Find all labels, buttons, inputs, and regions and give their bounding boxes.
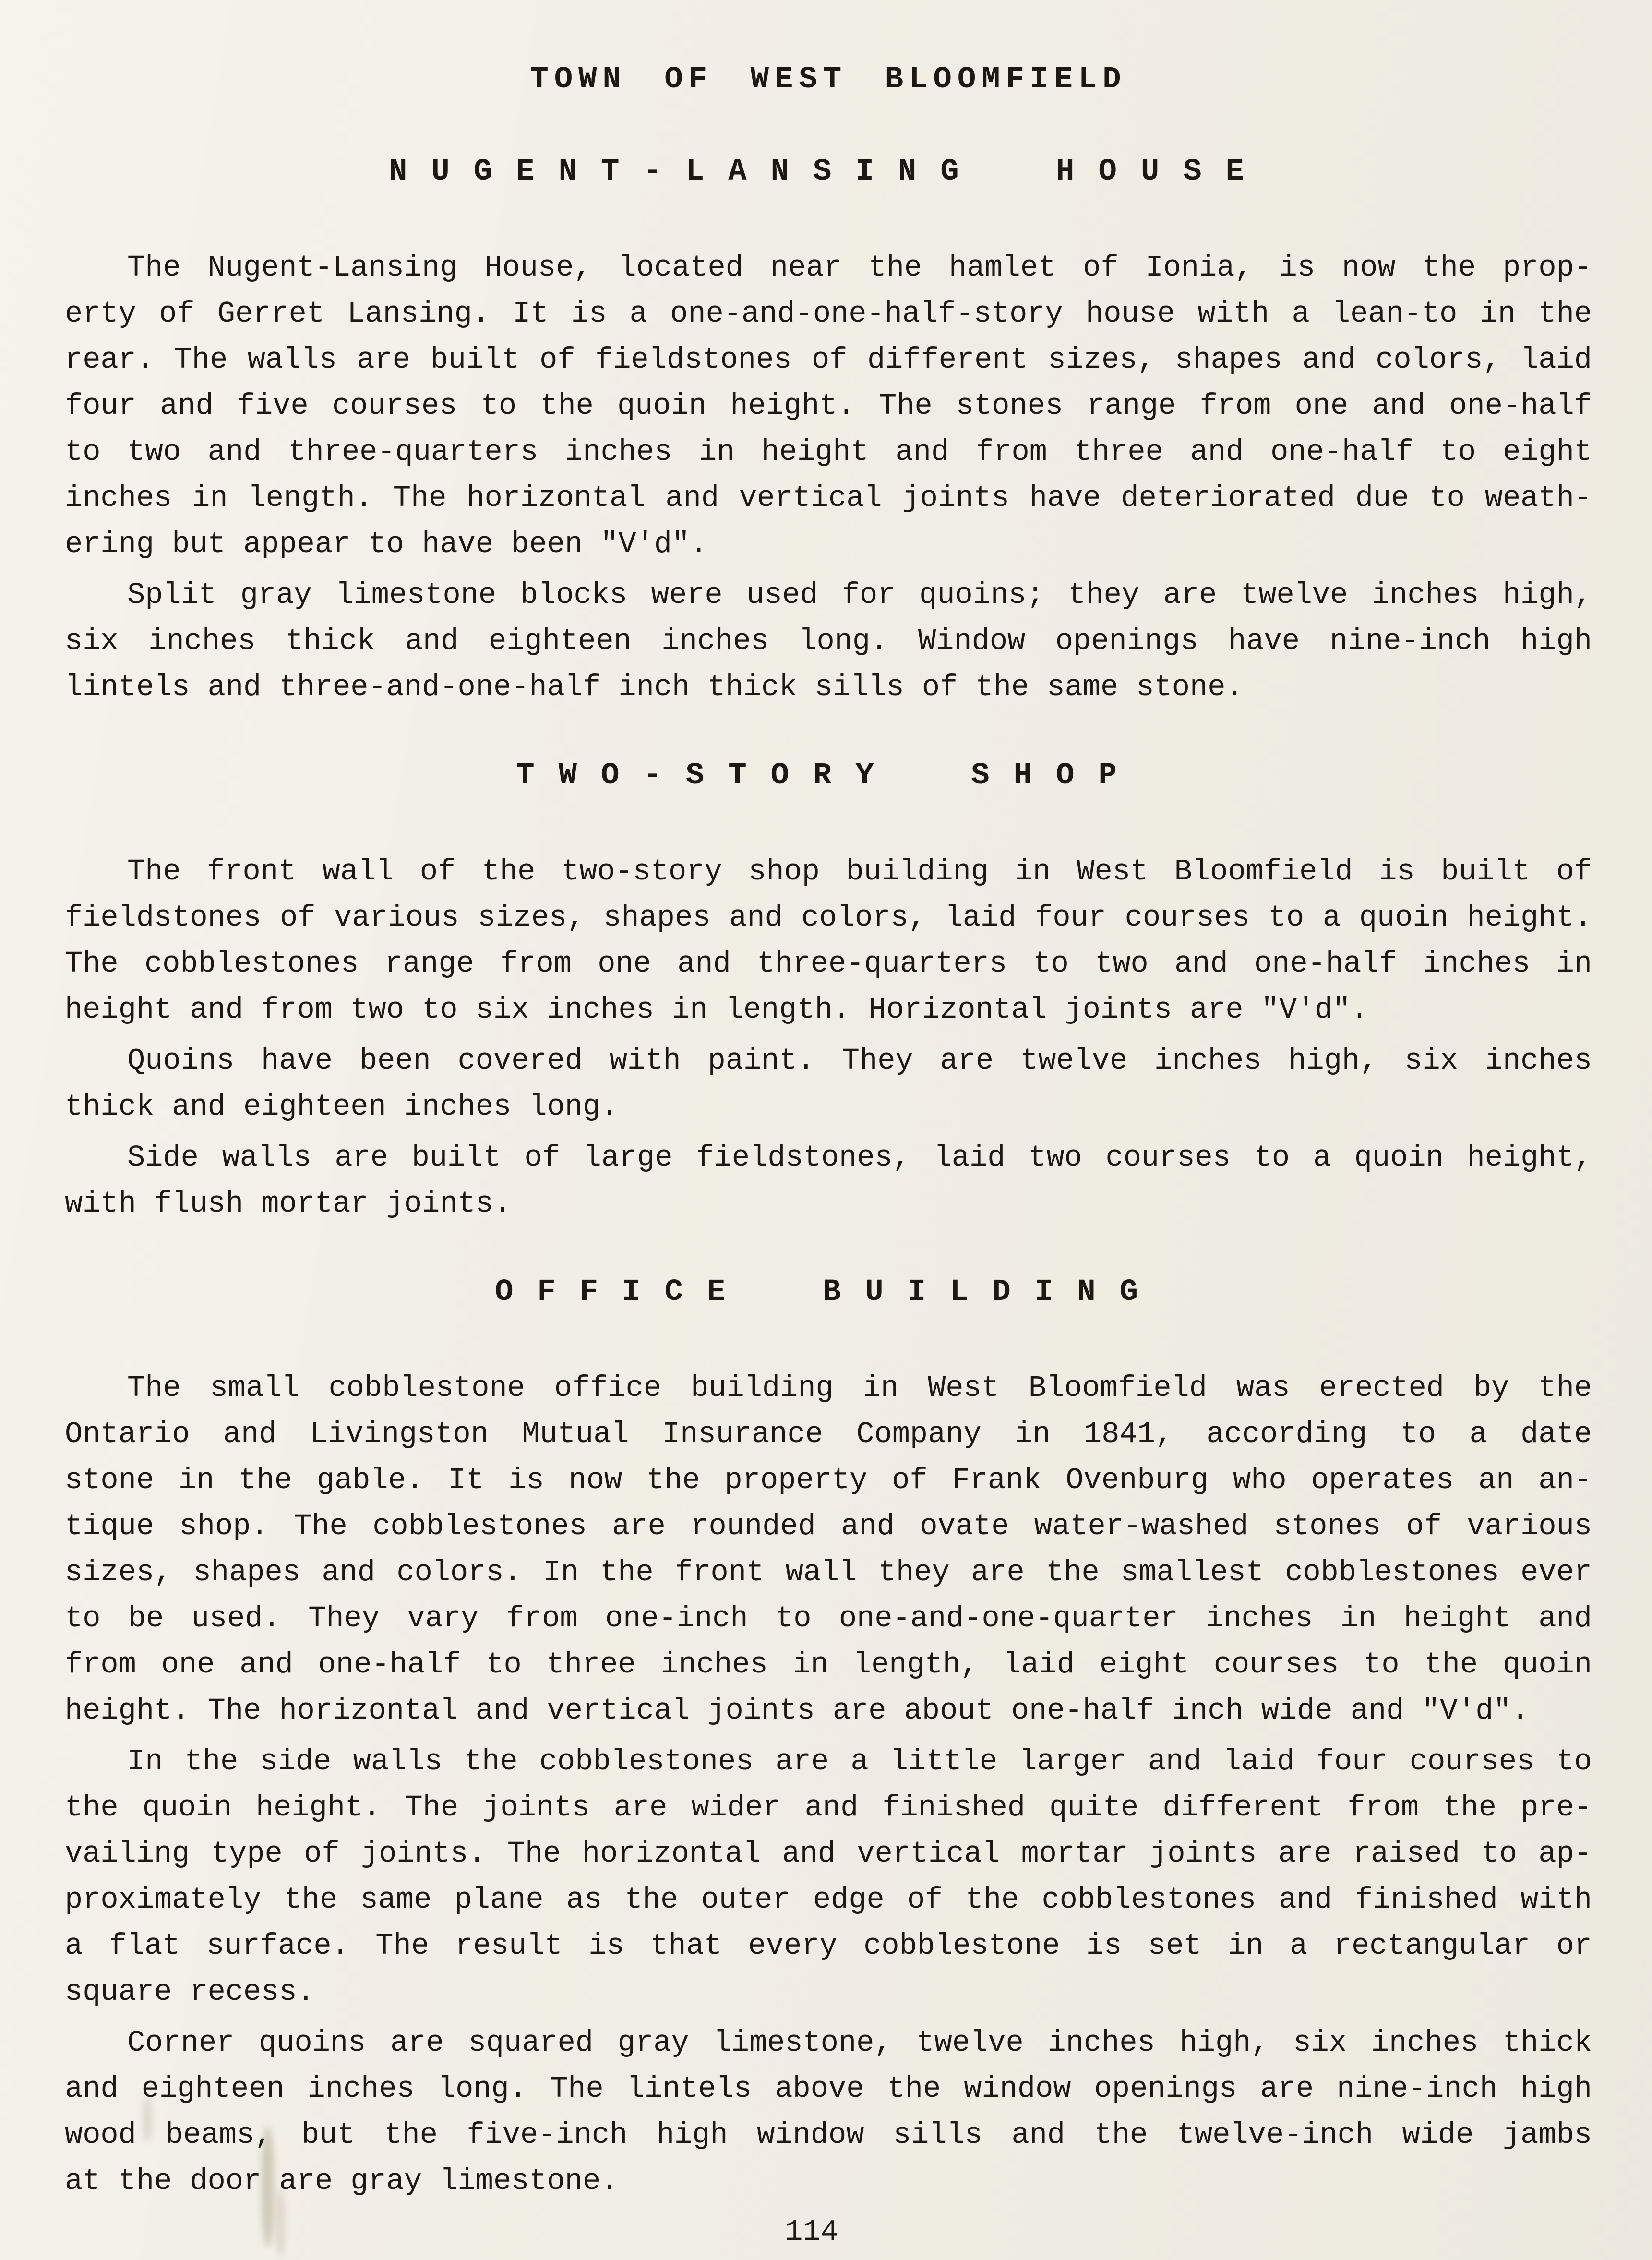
paragraph-line: with flush mortar joints. — [65, 1187, 512, 1221]
paragraph-line: Side walls are built of large fieldstones, laid two courses to a quoin height, — [127, 1141, 1592, 1175]
paragraph-line: and eighteen inches long. The lintels above the window openings are nine-inch high — [65, 2072, 1592, 2106]
paragraph-line: Ontario and Livingston Mutual Insurance Company in 1841, according to a date — [65, 1417, 1592, 1451]
page-number: 114 — [785, 2215, 838, 2249]
paragraph-line: at the door are gray limestone. — [65, 2164, 619, 2198]
paragraph — [65, 572, 1592, 710]
paragraph — [65, 245, 1592, 567]
paragraph-line: The front wall of the two-story shop building in West Bloomfield is built of — [127, 854, 1592, 889]
ink-smudge-artifact — [262, 2127, 274, 2247]
paragraph-line: to two and three-quarters inches in height and from three and one-half to eight — [65, 435, 1592, 469]
paragraph-line: height and from two to six inches in length. Horizontal joints are "V'd". — [65, 993, 1369, 1027]
paragraph-line: to be used. They vary from one-inch to one-and-one-quarter inches in height and — [65, 1601, 1592, 1635]
paragraph-line: square recess. — [65, 1975, 315, 2009]
paragraph-line: vailing type of joints. The horizontal and vertical mortar joints are raised to ap- — [65, 1837, 1592, 1871]
ink-smudge-artifact — [276, 2189, 285, 2256]
paragraph-line: six inches thick and eighteen inches long. Window openings have nine-inch high — [65, 624, 1592, 658]
section — [65, 1269, 1592, 2204]
paragraph — [65, 1739, 1592, 2015]
paragraph-line: sizes, shapes and colors. In the front wall they are the smallest cobblestones ever — [65, 1555, 1592, 1589]
paragraph-line: from one and one-half to three inches in length, laid eight courses to the quoin — [65, 1647, 1592, 1682]
paragraph-line: fieldstones of various sizes, shapes and colors, laid four courses to a quoin height. — [65, 901, 1592, 935]
paragraph — [65, 1135, 1592, 1227]
paragraph-line: rear. The walls are built of fieldstones of different sizes, shapes and colors, laid — [65, 343, 1592, 377]
sections — [65, 149, 1592, 2204]
paragraph-line: wood beams, but the five-inch high window sills and the twelve-inch wide jambs — [65, 2118, 1592, 2152]
paragraph-line: thick and eighteen inches long. — [65, 1090, 619, 1124]
paragraph-line: Split gray limestone blocks were used for quoins; they are twelve inches high, — [127, 578, 1592, 612]
paragraph-line: height. The horizontal and vertical joints are about one-half inch wide and "V'd". — [65, 1694, 1529, 1728]
paragraph-line: The Nugent-Lansing House, located near the hamlet of Ionia, is now the prop- — [127, 251, 1592, 285]
paragraph-line: The cobblestones range from one and three-quarters to two and one-half inches in — [65, 947, 1592, 981]
section-paragraphs — [65, 849, 1592, 1227]
paragraph-line: inches in length. The horizontal and vertical joints have deteriorated due to weath- — [65, 481, 1592, 515]
section-heading: OFFICE BUILDING — [494, 1275, 1162, 1310]
paragraph — [65, 849, 1592, 1033]
paragraph-line: Quoins have been covered with paint. They are twelve inches high, six inches — [127, 1044, 1592, 1078]
paragraph — [65, 2020, 1592, 2204]
paragraph — [65, 1365, 1592, 1734]
paragraph-line: stone in the gable. It is now the property of Frank Ovenburg who operates an an- — [65, 1463, 1592, 1497]
ink-smudge-artifact — [144, 2098, 151, 2141]
section-paragraphs — [65, 245, 1592, 710]
section-heading: TWO-STORY SHOP — [516, 758, 1141, 793]
paragraph-line: Corner quoins are squared gray limestone, twelve inches high, six inches thick — [127, 2026, 1592, 2060]
section-heading: NUGENT-LANSING HOUSE — [388, 155, 1269, 189]
paragraph-line: the quoin height. The joints are wider and finished quite different from the pre- — [65, 1791, 1592, 1825]
paragraph-line: proximately the same plane as the outer edge of the cobblestones and finished with — [65, 1883, 1592, 1917]
paragraph-line: The small cobblestone office building in West Bloomfield was erected by the — [127, 1371, 1592, 1405]
section — [65, 753, 1592, 1227]
paragraph — [65, 1038, 1592, 1130]
paragraph-line: ering but appear to have been "V'd". — [65, 527, 708, 561]
section — [65, 149, 1592, 710]
page-title: TOWN OF WEST BLOOMFIELD — [530, 62, 1127, 97]
paragraph-line: tique shop. The cobblestones are rounded and ovate water-washed stones of various — [65, 1509, 1592, 1543]
paragraph-line: four and five courses to the quoin height. The stones range from one and one-half — [65, 389, 1592, 423]
section-paragraphs — [65, 1365, 1592, 2204]
paragraph-line: a flat surface. The result is that every cobblestone is set in a rectangular or — [65, 1929, 1592, 1963]
paragraph-line: erty of Gerret Lansing. It is a one-and-one-half-story house with a lean-to in the — [65, 297, 1592, 331]
paragraph-line: lintels and three-and-one-half inch thick sills of the same stone. — [65, 670, 1244, 704]
paragraph-line: In the side walls the cobblestones are a little larger and laid four courses to — [127, 1744, 1592, 1779]
